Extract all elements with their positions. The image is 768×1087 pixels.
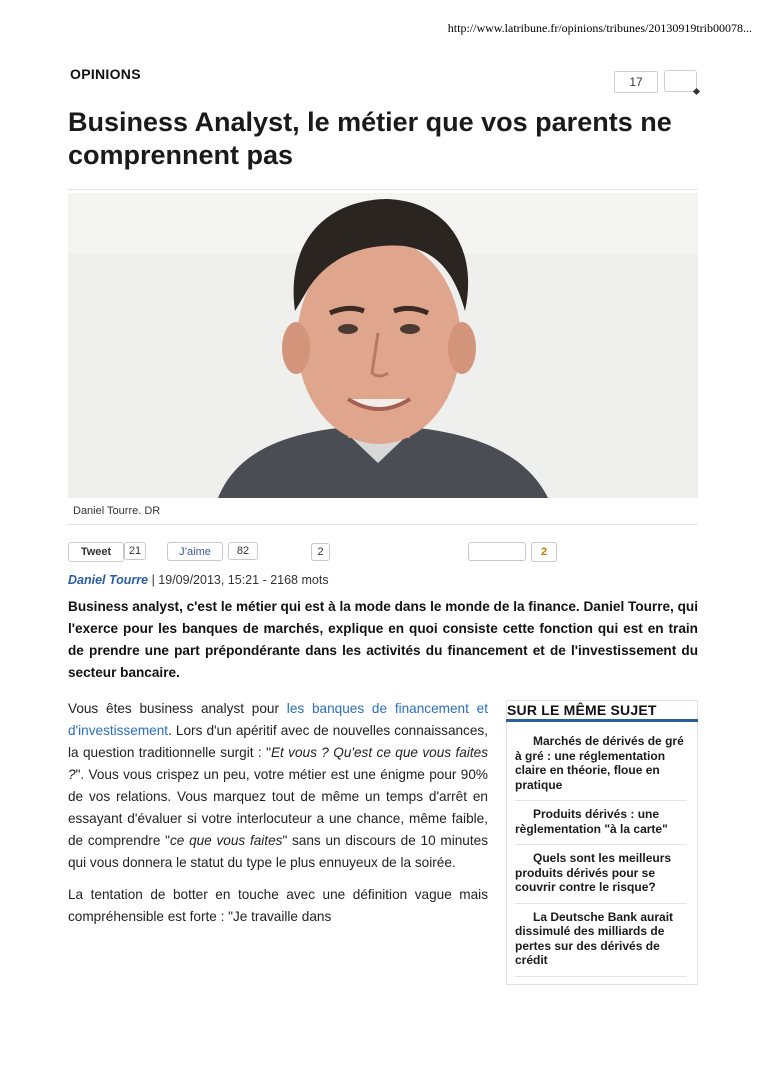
comment-bubble-icon[interactable]: [664, 70, 697, 92]
paragraph: Vous êtes business analyst pour les banques de financement et d'investissement. Lors d'un apéritif avec de nouvelles connaissances, la question traditionnelle surgit : "Et vous ? Qu'est ce que vous faites ?". Vous vous crispez un peu, votre métier est une énigme pour 90% de vos relations. Vous marquez tout de même un temps d'arrêt en essayant d'évaluer si votre interlocuteur a une chance, même faible, de comprendre "ce que vous faites" sans un discours de 10 minutes qui vous donnera le statut du type le plus ennuyeux de la soirée.: [68, 701, 488, 870]
portrait-illustration: [68, 193, 698, 498]
related-title: SUR LE MÊME SUJET: [507, 702, 657, 718]
author-link[interactable]: Daniel Tourre: [68, 573, 149, 587]
article-title: Business Analyst, le métier que vos parents ne comprennent pas: [68, 107, 672, 170]
share-button[interactable]: [468, 542, 526, 561]
inline-link[interactable]: les banques de financement et d'investissement: [68, 701, 488, 738]
related-item[interactable]: Produits dérivés : une règlementation "à la carte": [515, 807, 687, 845]
section-label[interactable]: OPINIONS: [70, 66, 141, 82]
related-item[interactable]: Quels sont les meilleurs produits dérivés pour se couvrir contre le risque?: [515, 851, 687, 904]
article-body: [68, 698, 488, 938]
article-lead: Business analyst, c'est le métier qui est à la mode dans le monde de la finance. Daniel Tourre, qui l'exerce pour les banques de marchés, explique en quoi consiste cette fonction qui est en train de prendre une part prépondérante dans les activités du financement et de l'investissement du secteur bancaire.: [68, 599, 698, 680]
related-accent-bar: [506, 719, 698, 722]
divider: [68, 524, 698, 525]
comment-bubble-tail-icon: [693, 88, 700, 95]
byline-meta: | 19/09/2013, 15:21 - 2168 mots: [148, 573, 329, 587]
tweet-count: 21: [124, 542, 146, 560]
gplus-count[interactable]: 2: [311, 543, 330, 561]
like-button[interactable]: J’aime: [167, 542, 223, 561]
related-item[interactable]: Marchés de dérivés de gré à gré : une réglementation claire en théorie, floue en pratique: [515, 734, 687, 801]
related-item[interactable]: La Deutsche Bank aurait dissimulé des milliards de pertes sur des dérivés de crédit: [515, 910, 687, 977]
related-list: [515, 734, 687, 983]
photo-caption: Daniel Tourre. DR: [73, 505, 161, 517]
source-url: http://www.latribune.fr/opinions/tribunes/20130919trib00078...: [447, 21, 752, 35]
divider: [68, 189, 698, 190]
paragraph: La tentation de botter en touche avec une définition vague mais compréhensible est forte : "Je travaille dans: [68, 887, 488, 924]
comment-count[interactable]: 17: [614, 71, 658, 93]
like-count: 82: [228, 542, 258, 560]
byline: [68, 573, 329, 587]
share-count: 2: [531, 542, 557, 562]
tweet-button[interactable]: Tweet: [68, 542, 124, 562]
author-photo: [68, 193, 698, 498]
